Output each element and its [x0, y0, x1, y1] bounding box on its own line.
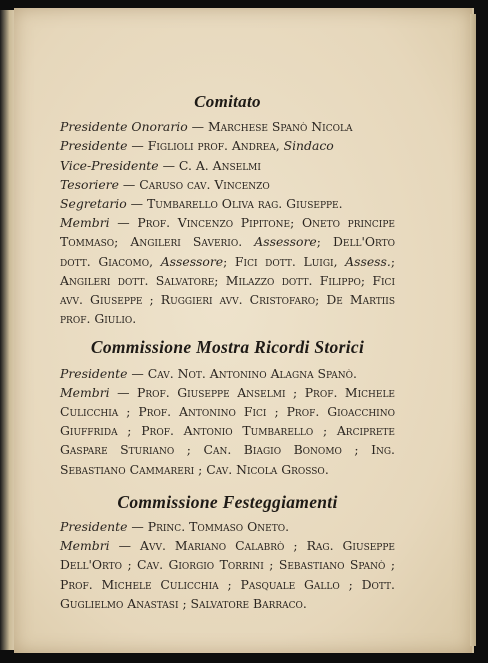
role-label: Presidente: [60, 138, 128, 154]
mostra-membri-paragraph: [60, 383, 395, 479]
mostra-heading: Commissione Mostra Ricordi Storici: [90, 337, 365, 358]
member-name: Cav. Not. Antonino Alagna Spanò.: [147, 365, 357, 381]
dash: —: [126, 196, 148, 212]
dash: —: [127, 138, 148, 154]
role-label: Segretario: [60, 196, 127, 212]
vice-presidente-line: [60, 156, 395, 175]
festeggiamenti-presidente-line: [60, 517, 395, 536]
dash: —: [158, 157, 179, 173]
role-label: Vice-Presidente: [60, 157, 159, 173]
member-title: Assess.: [345, 253, 391, 269]
member-names: ; Dell'Orto dott. Giacomo,: [60, 234, 396, 269]
member-title: Assessore: [160, 253, 224, 269]
role-label: Tesoriere: [60, 176, 119, 192]
membri-paragraph: [60, 213, 395, 328]
page-edge: [470, 14, 476, 646]
member-names: ; Angileri dott. Salvatore; Milazzo dott. Filippo; Fici avv. Giuseppe ; Ruggieri avv. Cristofaro; De Martiis prof. Giulio.: [60, 253, 395, 327]
presidente-line: [60, 136, 395, 155]
role-label: Membri: [60, 215, 110, 231]
role-label: Presidente: [60, 365, 128, 381]
dash: —: [118, 176, 140, 192]
festeggiamenti-heading: Commissione Festeggiamenti: [117, 491, 338, 512]
mostra-presidente-line: [60, 364, 395, 383]
member-names: Prof. Giuseppe Anselmi ; Prof. Michele Culicchia ; Prof. Antonino Fici ; Prof. Gioacchino Giuffrida ; Prof. Antonio Tumbarello ; Arciprete Gaspare Sturiano ; Can. Biagio Bonomo ; Ing. Sebastiano Cammareri ; Cav. Nicola Grosso.: [60, 384, 395, 477]
member-names: Prof. Vincenzo Pipitone; Oneto principe Tommaso; Angileri Saverio.: [60, 215, 395, 250]
tesoriere-line: [60, 175, 395, 194]
role-label: Membri: [60, 538, 110, 554]
role-label: Presidente Onorario: [60, 119, 188, 135]
comitato-heading: Comitato: [194, 92, 261, 111]
member-name: Marchese Spanò Nicola: [207, 119, 353, 135]
dash: —: [109, 384, 138, 400]
role-label: Presidente: [60, 519, 128, 535]
dash: —: [109, 538, 140, 554]
presidente-onorario-line: [60, 117, 395, 136]
member-name: Princ. Tommaso Oneto.: [147, 519, 290, 535]
dash: —: [127, 365, 148, 381]
member-name: Caruso cav. Vincenzo: [139, 176, 270, 192]
member-names: Avv. Mariano Calabrò ; Rag. Giuseppe Dell'Orto ; Cav. Giorgio Torrini ; Sebastiano Spanò ; Prof. Michele Culicchia ; Pasquale Gallo ; Dott. Guglielmo Anastasi ; Salvatore Barraco.: [60, 538, 395, 611]
page-content: [60, 92, 395, 613]
member-names: ; Fici dott. Luigi,: [223, 253, 346, 269]
member-title: Assessore: [254, 234, 317, 250]
member-name: C. A. Anselmi: [178, 157, 261, 173]
dash: —: [109, 215, 138, 231]
festeggiamenti-membri-paragraph: [60, 536, 395, 613]
member-name: Tumbarello Oliva rag. Giuseppe.: [147, 196, 343, 212]
role-label: Membri: [60, 384, 110, 400]
dash: —: [187, 119, 208, 135]
member-name: Figlioli prof. Andrea,: [147, 138, 284, 154]
dash: —: [127, 519, 148, 535]
segretario-line: [60, 194, 395, 213]
member-title: Sindaco: [283, 138, 334, 154]
